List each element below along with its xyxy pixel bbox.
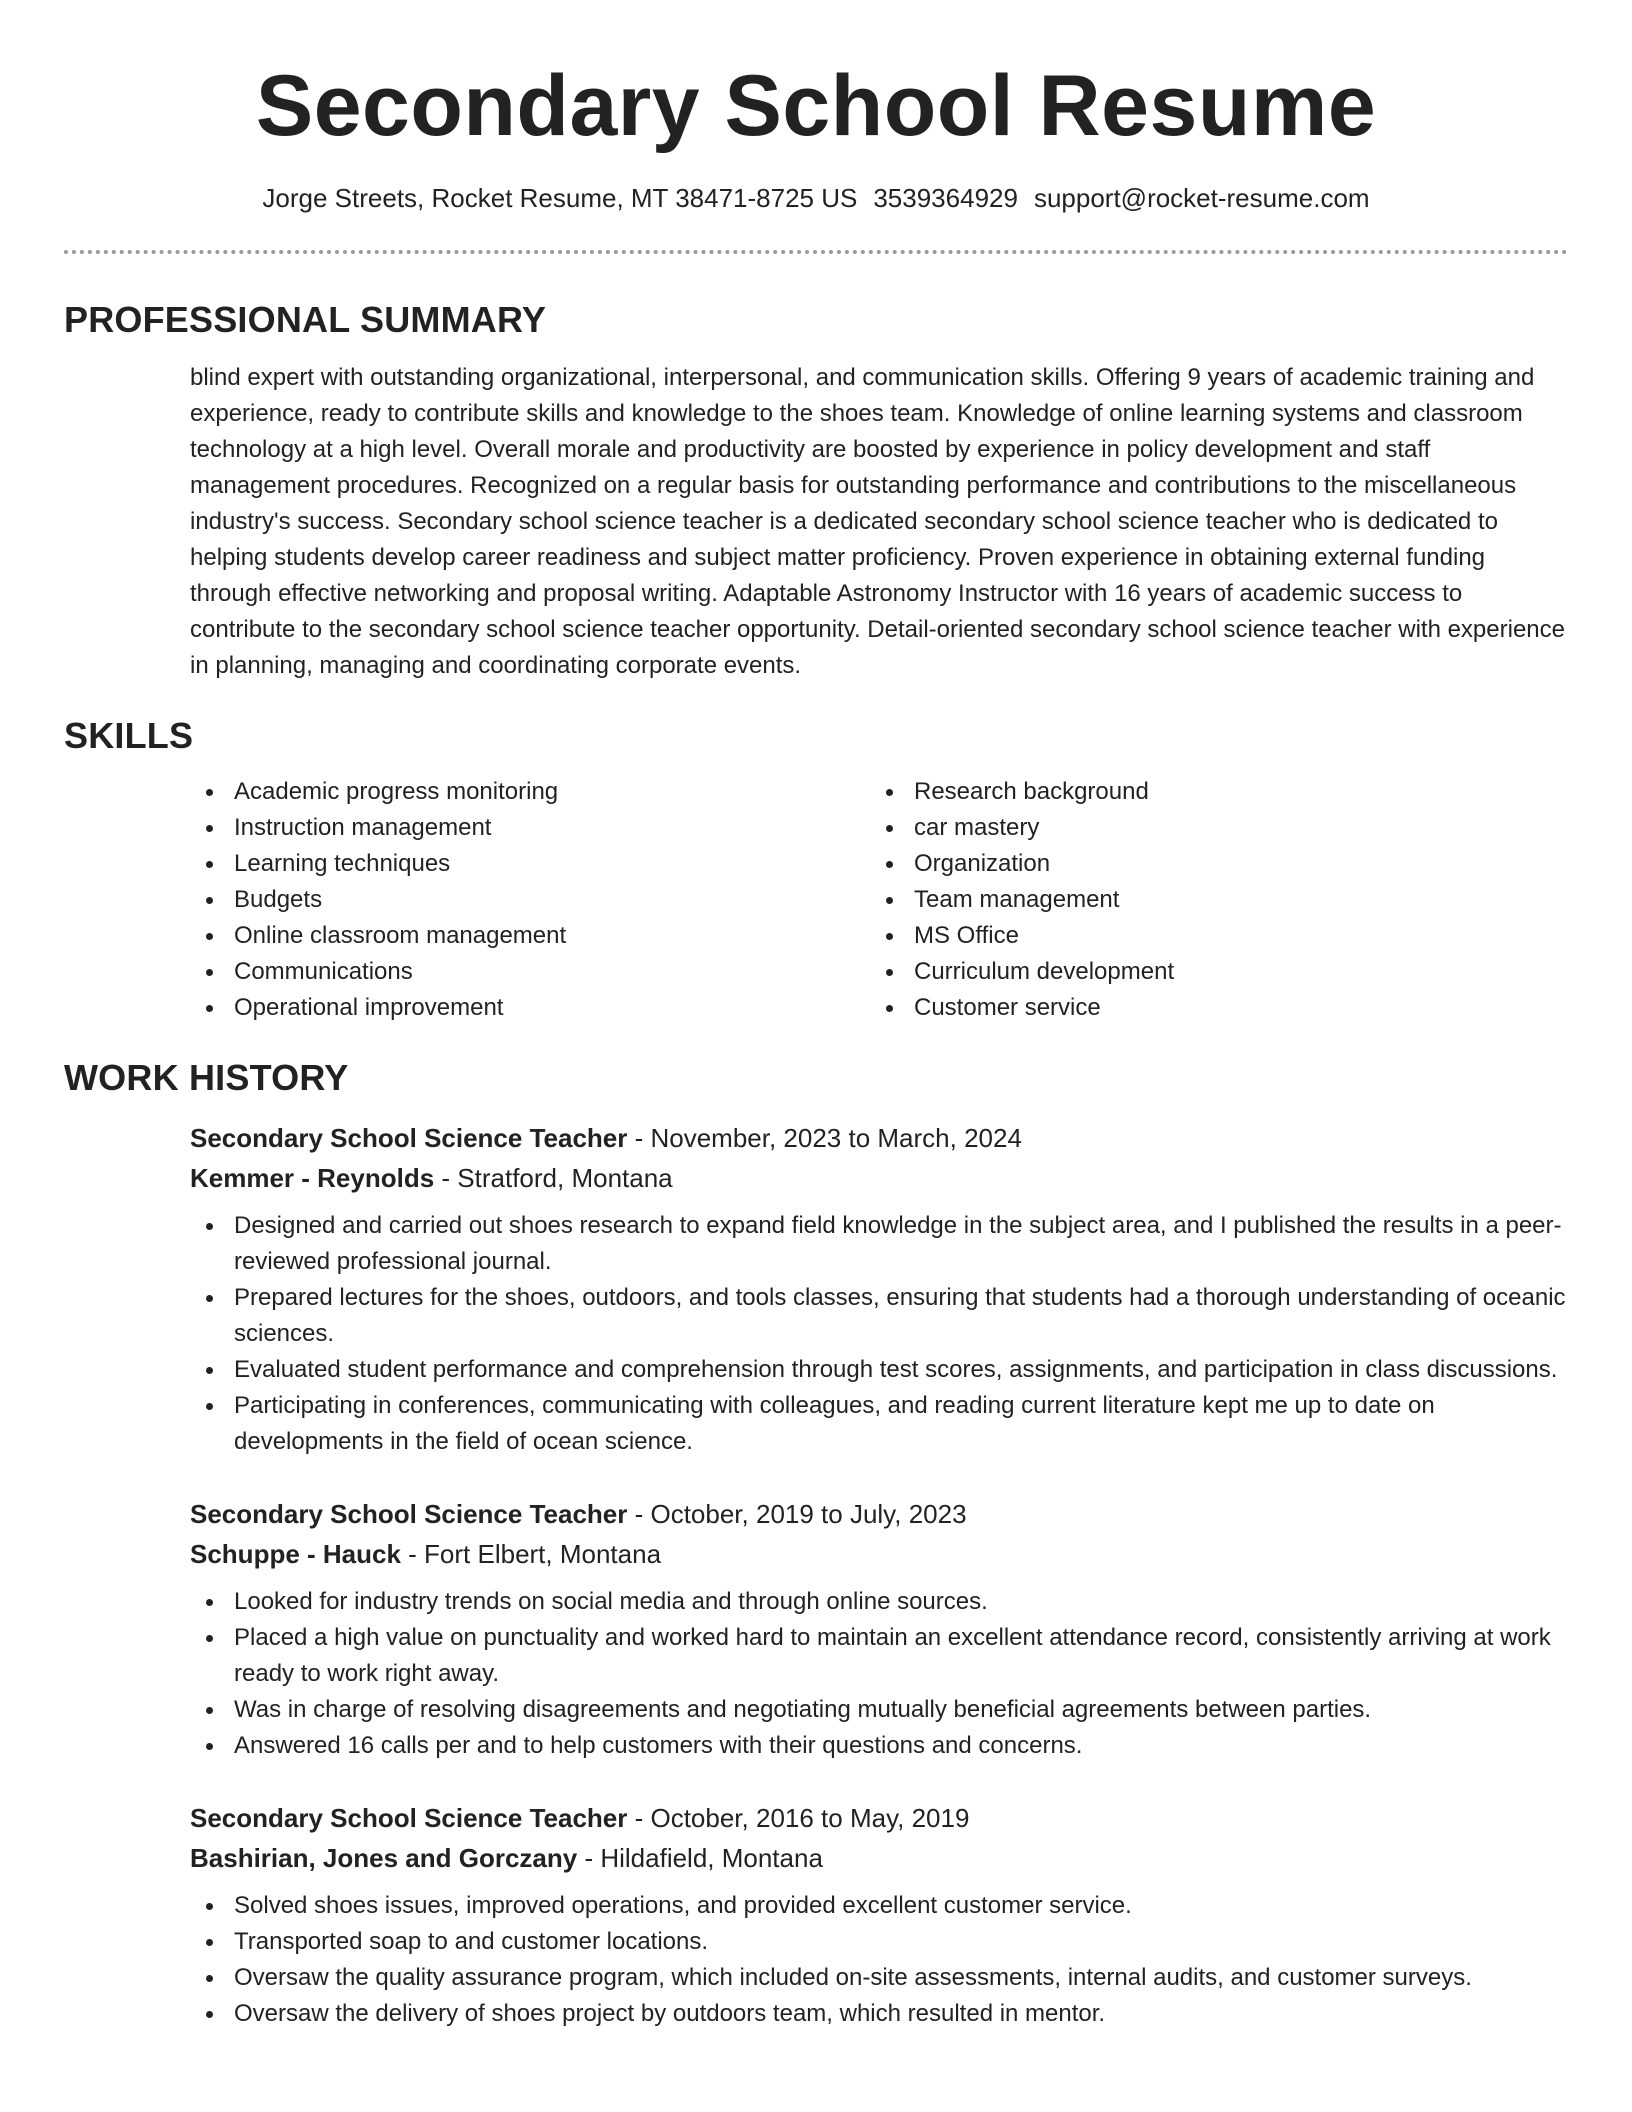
header-divider	[64, 250, 1568, 254]
job-entry	[190, 1118, 1568, 1460]
skill-item: Team management	[870, 882, 1550, 918]
job-company-line	[190, 1534, 1568, 1574]
job-company: Schuppe - Hauck	[190, 1539, 401, 1569]
skill-item: Organization	[870, 846, 1550, 882]
skill-item: MS Office	[870, 918, 1550, 954]
job-title: Secondary School Science Teacher	[190, 1123, 628, 1153]
job-location: - Fort Elbert, Montana	[400, 1539, 662, 1569]
summary-section	[64, 298, 1568, 684]
skill-item: Research background	[870, 774, 1550, 810]
job-title-line	[190, 1494, 1568, 1534]
job-dates: - October, 2016 to May, 2019	[627, 1803, 970, 1833]
job-bullet: Transported soap to and customer locations.	[190, 1924, 1568, 1960]
skills-list	[190, 774, 1568, 1026]
job-entry	[190, 1494, 1568, 1764]
skills-column-left	[190, 774, 870, 1026]
job-bullets	[190, 1888, 1568, 2032]
job-bullet: Was in charge of resolving disagreements and negotiating mutually beneficial agreements between parties.	[190, 1692, 1568, 1728]
skill-item: Academic progress monitoring	[190, 774, 870, 810]
job-dates: - October, 2019 to July, 2023	[627, 1499, 967, 1529]
resume-title: Secondary School Resume	[255, 58, 1377, 154]
summary-heading: PROFESSIONAL SUMMARY	[64, 299, 547, 340]
job-bullet: Oversaw the delivery of shoes project by outdoors team, which resulted in mentor.	[190, 1996, 1568, 2032]
skill-item: car mastery	[870, 810, 1550, 846]
skill-item: Curriculum development	[870, 954, 1550, 990]
contact-email: support@rocket-resume.com	[1033, 183, 1370, 213]
job-title: Secondary School Science Teacher	[190, 1803, 628, 1833]
job-bullet: Participating in conferences, communicating with colleagues, and reading current literature kept me up to date on developments in the field of ocean science.	[190, 1388, 1568, 1460]
contact-address: Jorge Streets, Rocket Resume, MT 38471-8725 US	[262, 183, 858, 213]
job-bullets	[190, 1584, 1568, 1764]
job-bullet: Designed and carried out shoes research to expand field knowledge in the subject area, and I published the results in a peer-reviewed professional journal.	[190, 1208, 1568, 1280]
job-company: Kemmer - Reynolds	[190, 1163, 435, 1193]
job-title: Secondary School Science Teacher	[190, 1499, 628, 1529]
job-bullets	[190, 1208, 1568, 1460]
job-bullet: Oversaw the quality assurance program, which included on-site assessments, internal audits, and customer surveys.	[190, 1960, 1568, 1996]
job-company-line	[190, 1158, 1568, 1198]
job-location: - Hildafield, Montana	[577, 1843, 823, 1873]
skills-section	[64, 714, 1568, 1026]
job-bullet: Looked for industry trends on social media and through online sources.	[190, 1584, 1568, 1620]
work-history-heading: WORK HISTORY	[64, 1057, 349, 1098]
skill-item: Budgets	[190, 882, 870, 918]
summary-text: blind expert with outstanding organizational, interpersonal, and communication skills. Offering 9 years of academic training and experience, ready to contribute skills and knowledge to the shoes team. Knowledge of online learning systems and classroom technology at a high level. Overall morale and productivity are boosted by experience in policy development and staff management procedures. Recognized on a regular basis for outstanding performance and contributions to the miscellaneous industry's success. Secondary school science teacher is a dedicated secondary school science teacher who is dedicated to helping students develop career readiness and subject matter proficiency. Proven experience in obtaining external funding through effective networking and proposal writing. Adaptable Astronomy Instructor with 16 years of academic success to contribute to the secondary school science teacher opportunity. Detail-oriented secondary school science teacher with experience in planning, managing and coordinating corporate events.	[190, 364, 1565, 679]
work-history-section	[64, 1056, 1568, 2032]
contact-line	[64, 180, 1568, 216]
job-bullet: Evaluated student performance and comprehension through test scores, assignments, and participation in class discussions.	[190, 1352, 1568, 1388]
job-dates: - November, 2023 to March, 2024	[627, 1123, 1022, 1153]
skill-item: Communications	[190, 954, 870, 990]
skill-item: Online classroom management	[190, 918, 870, 954]
job-entry	[190, 1798, 1568, 2032]
job-bullet: Answered 16 calls per and to help customers with their questions and concerns.	[190, 1728, 1568, 1764]
skill-item: Learning techniques	[190, 846, 870, 882]
contact-phone: 3539364929	[873, 183, 1018, 213]
resume-header	[64, 0, 1568, 254]
job-company-line	[190, 1838, 1568, 1878]
skill-item: Operational improvement	[190, 990, 870, 1026]
job-location: - Stratford, Montana	[434, 1163, 673, 1193]
job-bullet: Solved shoes issues, improved operations, and provided excellent customer service.	[190, 1888, 1568, 1924]
job-bullet: Prepared lectures for the shoes, outdoors, and tools classes, ensuring that students had a thorough understanding of oceanic sciences.	[190, 1280, 1568, 1352]
job-company: Bashirian, Jones and Gorczany	[190, 1843, 578, 1873]
skills-heading: SKILLS	[64, 715, 194, 756]
skill-item: Customer service	[870, 990, 1550, 1026]
job-title-line	[190, 1118, 1568, 1158]
skills-column-right	[870, 774, 1550, 1026]
skill-item: Instruction management	[190, 810, 870, 846]
job-title-line	[190, 1798, 1568, 1838]
job-bullet: Placed a high value on punctuality and worked hard to maintain an excellent attendance record, consistently arriving at work ready to work right away.	[190, 1620, 1568, 1692]
